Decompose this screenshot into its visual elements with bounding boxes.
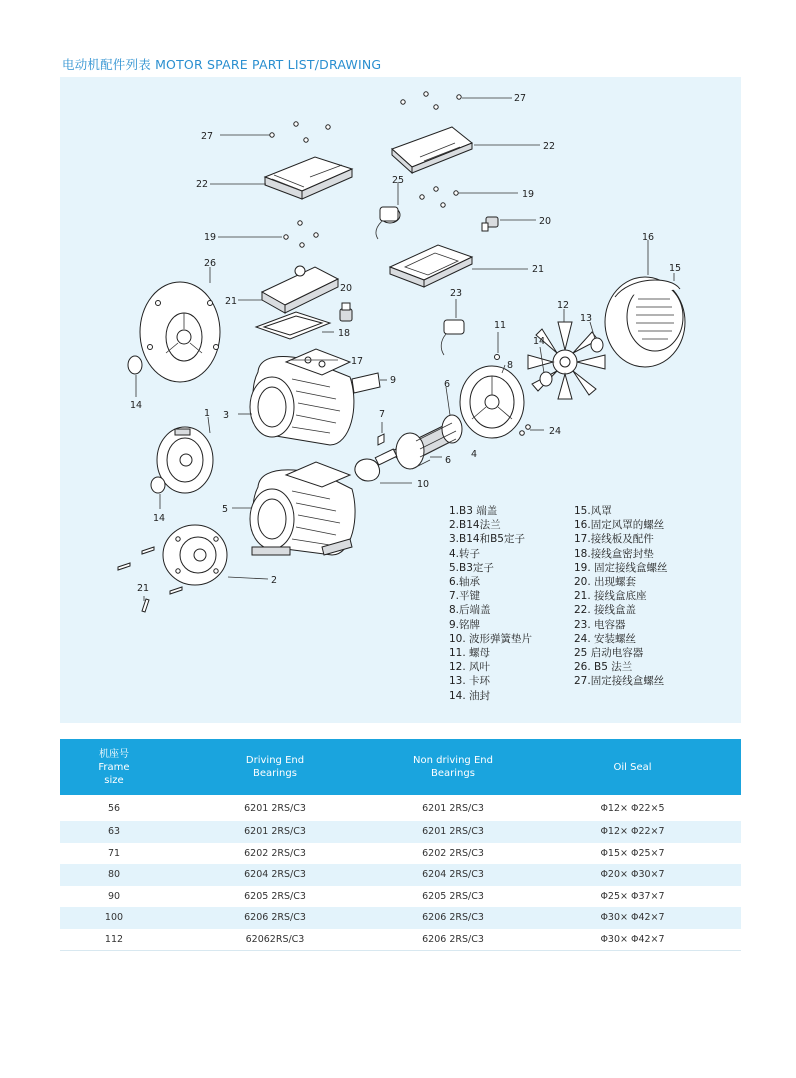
table-header-row xyxy=(60,739,741,795)
callout-24: 24 xyxy=(549,426,562,437)
mounting-screw xyxy=(526,425,531,430)
callout-19-right: 19 xyxy=(522,189,535,200)
legend-left xyxy=(449,504,532,703)
gasket xyxy=(256,312,330,339)
legend-item: 18.接线盒密封垫 xyxy=(574,547,654,560)
cell-frame: 56 xyxy=(107,802,121,814)
table-row xyxy=(60,886,741,908)
callout-20-right: 20 xyxy=(539,216,552,227)
header-driving xyxy=(168,739,382,795)
start-capacitor xyxy=(376,207,400,239)
legend-item: 27.固定接线盒螺丝 xyxy=(574,675,665,688)
page-title: 电动机配件列表 MOTOR SPARE PART LIST/DRAWING xyxy=(62,57,382,72)
legend-item: 15.风罩 xyxy=(574,505,612,517)
callout-4: 4 xyxy=(471,449,478,460)
callout-12: 12 xyxy=(557,300,570,311)
cell-oil-seal: Φ30× Φ42×7 xyxy=(600,912,665,924)
header-frame-size xyxy=(60,739,168,795)
cell-non-driving: 6206 2RS/C3 xyxy=(382,929,524,951)
legend-item: 17.接线板及配件 xyxy=(574,533,654,546)
callout-20-left: 20 xyxy=(340,283,353,294)
callout-13: 13 xyxy=(580,313,593,324)
callout-10: 10 xyxy=(417,479,430,490)
oil-seal-upper xyxy=(128,356,142,374)
callout-18: 18 xyxy=(338,328,351,339)
screws-27-right xyxy=(401,92,461,109)
callout-15: 15 xyxy=(669,263,682,274)
header-driving-label: Driving End Bearings xyxy=(245,755,305,779)
bearing-table xyxy=(60,739,741,951)
legend-item: 3.B14和B5定子 xyxy=(449,533,525,546)
mounting-screw xyxy=(520,431,525,436)
legend-item: 4.转子 xyxy=(449,547,481,560)
callout-8: 8 xyxy=(507,360,514,371)
cell-driving: 6204 2RS/C3 xyxy=(244,869,306,881)
callout-3: 3 xyxy=(223,410,230,421)
circlip xyxy=(591,338,603,352)
header-frame-en: Frame size xyxy=(98,761,130,786)
terminal-box-base-left xyxy=(262,266,338,313)
cell-frame: 80 xyxy=(107,869,121,881)
cell-frame: 112 xyxy=(60,929,168,951)
legend-item: 11. 螺母 xyxy=(449,647,491,660)
legend-item: 14. 油封 xyxy=(449,689,491,702)
cell-driving: 62062RS/C3 xyxy=(168,929,382,951)
stator-b14-b5 xyxy=(250,349,354,445)
cell-driving: 6201 2RS/C3 xyxy=(244,802,306,814)
callout-27-right: 27 xyxy=(514,93,527,104)
wave-washer xyxy=(355,459,380,481)
screws-19-right xyxy=(420,187,458,207)
terminal-box-cover-left xyxy=(265,157,352,199)
legend-item: 16.固定风罩的螺丝 xyxy=(574,519,665,532)
cell-non-driving: 6201 2RS/C3 xyxy=(422,802,484,814)
legend-item: 12. 风叶 xyxy=(449,661,491,674)
terminal-box-cover-right xyxy=(392,127,472,173)
b14-flange xyxy=(163,525,227,585)
legend-item: 7.平键 xyxy=(449,590,481,603)
cell-non-driving: 6206 2RS/C3 xyxy=(422,912,484,924)
flat-key xyxy=(378,434,384,445)
legend-item: 10. 波形弹簧垫片 xyxy=(449,632,533,645)
callout-23: 23 xyxy=(450,288,463,299)
callout-2: 2 xyxy=(271,575,278,586)
table-row xyxy=(60,843,741,865)
fan-cover xyxy=(605,277,685,367)
stator-b3 xyxy=(250,462,355,555)
callout-22-right: 22 xyxy=(543,141,556,152)
screws-19-left xyxy=(284,221,318,247)
table-row xyxy=(60,907,741,929)
callout-14-lower: 14 xyxy=(153,513,166,524)
cell-frame: 63 xyxy=(107,826,121,838)
exploded-drawing-panel xyxy=(60,77,741,723)
cell-oil-seal: Φ25× Φ37×7 xyxy=(600,890,665,902)
table-row xyxy=(60,795,741,821)
header-frame-cn: 机座号 xyxy=(99,748,129,760)
callout-27-left: 27 xyxy=(201,131,214,142)
legend-item: 19. 固定接线盒螺丝 xyxy=(574,561,668,574)
cell-non-driving: 6201 2RS/C3 xyxy=(422,826,484,838)
oil-seal-right xyxy=(540,372,552,386)
callout-16: 16 xyxy=(642,232,655,243)
table-row xyxy=(60,929,741,951)
b3-end-cover xyxy=(157,427,213,493)
header-non-driving xyxy=(382,739,524,795)
cell-driving: 6202 2RS/C3 xyxy=(244,847,306,859)
header-oil-seal xyxy=(524,739,741,795)
cell-oil-seal: Φ30× Φ42×7 xyxy=(524,929,741,951)
cell-frame: 100 xyxy=(104,912,124,924)
callout-26: 26 xyxy=(204,258,217,269)
table-row xyxy=(60,821,741,843)
callout-14-upper: 14 xyxy=(130,400,143,411)
callout-19-left: 19 xyxy=(204,232,217,243)
cell-oil-seal: Φ12× Φ22×5 xyxy=(600,802,665,814)
oil-seal-lower xyxy=(151,477,165,493)
cell-driving: 6206 2RS/C3 xyxy=(244,912,306,924)
legend-item: 5.B3定子 xyxy=(449,561,494,574)
callout-21-right: 21 xyxy=(532,264,545,275)
terminal-box-base-right xyxy=(390,245,472,287)
table-row xyxy=(60,864,741,886)
nameplate xyxy=(352,373,380,393)
cell-oil-seal: Φ15× Φ25×7 xyxy=(600,847,665,859)
legend-right xyxy=(574,504,668,689)
cell-frame: 71 xyxy=(107,847,121,859)
callout-22-left: 22 xyxy=(196,179,209,190)
callout-21-left: 21 xyxy=(225,296,238,307)
callout-6-lower: 6 xyxy=(445,455,452,466)
cell-oil-seal: Φ12× Φ22×7 xyxy=(600,826,665,838)
run-capacitor xyxy=(441,320,464,355)
header-oil-seal-label: Oil Seal xyxy=(613,761,652,773)
rear-end-cover xyxy=(460,366,524,438)
callout-17: 17 xyxy=(351,356,364,367)
legend-item: 20. 出现螺套 xyxy=(574,576,637,589)
callout-25: 25 xyxy=(392,175,405,186)
callout-14-right: 14 xyxy=(533,336,546,347)
cable-gland-right xyxy=(482,217,498,231)
cell-non-driving: 6202 2RS/C3 xyxy=(422,847,484,859)
legend-item: 24. 安装螺丝 xyxy=(574,632,637,645)
cell-driving: 6205 2RS/C3 xyxy=(244,890,306,902)
b5-flange xyxy=(140,282,220,382)
callout-1: 1 xyxy=(204,408,211,419)
callout-7: 7 xyxy=(379,409,386,420)
cell-frame: 90 xyxy=(107,890,121,902)
legend-item: 22. 接线盒盖 xyxy=(574,604,637,617)
cell-driving: 6201 2RS/C3 xyxy=(244,826,306,838)
header-non-driving-label: Non driving End Bearings xyxy=(413,755,493,779)
cell-oil-seal: Φ20× Φ30×7 xyxy=(600,869,665,881)
legend-item: 26. B5 法兰 xyxy=(574,661,633,674)
legend-item: 21. 接线盒底座 xyxy=(574,590,647,603)
nut xyxy=(495,355,500,360)
callout-5: 5 xyxy=(222,504,229,515)
cable-gland-left xyxy=(340,303,352,321)
cell-non-driving: 6205 2RS/C3 xyxy=(422,890,484,902)
callout-11: 11 xyxy=(494,320,507,331)
legend-item: 2.B14法兰 xyxy=(449,519,501,532)
cell-non-driving: 6204 2RS/C3 xyxy=(422,869,484,881)
screws-27-left xyxy=(270,122,330,142)
callout-21-bottom: 21 xyxy=(137,583,150,594)
legend-item: 1.B3 端盖 xyxy=(449,505,498,517)
legend-item: 13. 卡环 xyxy=(449,675,491,688)
legend-item: 23. 电容器 xyxy=(574,618,626,631)
legend-item: 8.后端盖 xyxy=(449,604,491,617)
callout-9: 9 xyxy=(390,375,397,386)
legend-item: 9.铭牌 xyxy=(449,618,481,631)
legend-item: 6.轴承 xyxy=(449,576,481,589)
legend-item: 25 启动电容器 xyxy=(574,647,644,660)
callout-6-upper: 6 xyxy=(444,379,451,390)
